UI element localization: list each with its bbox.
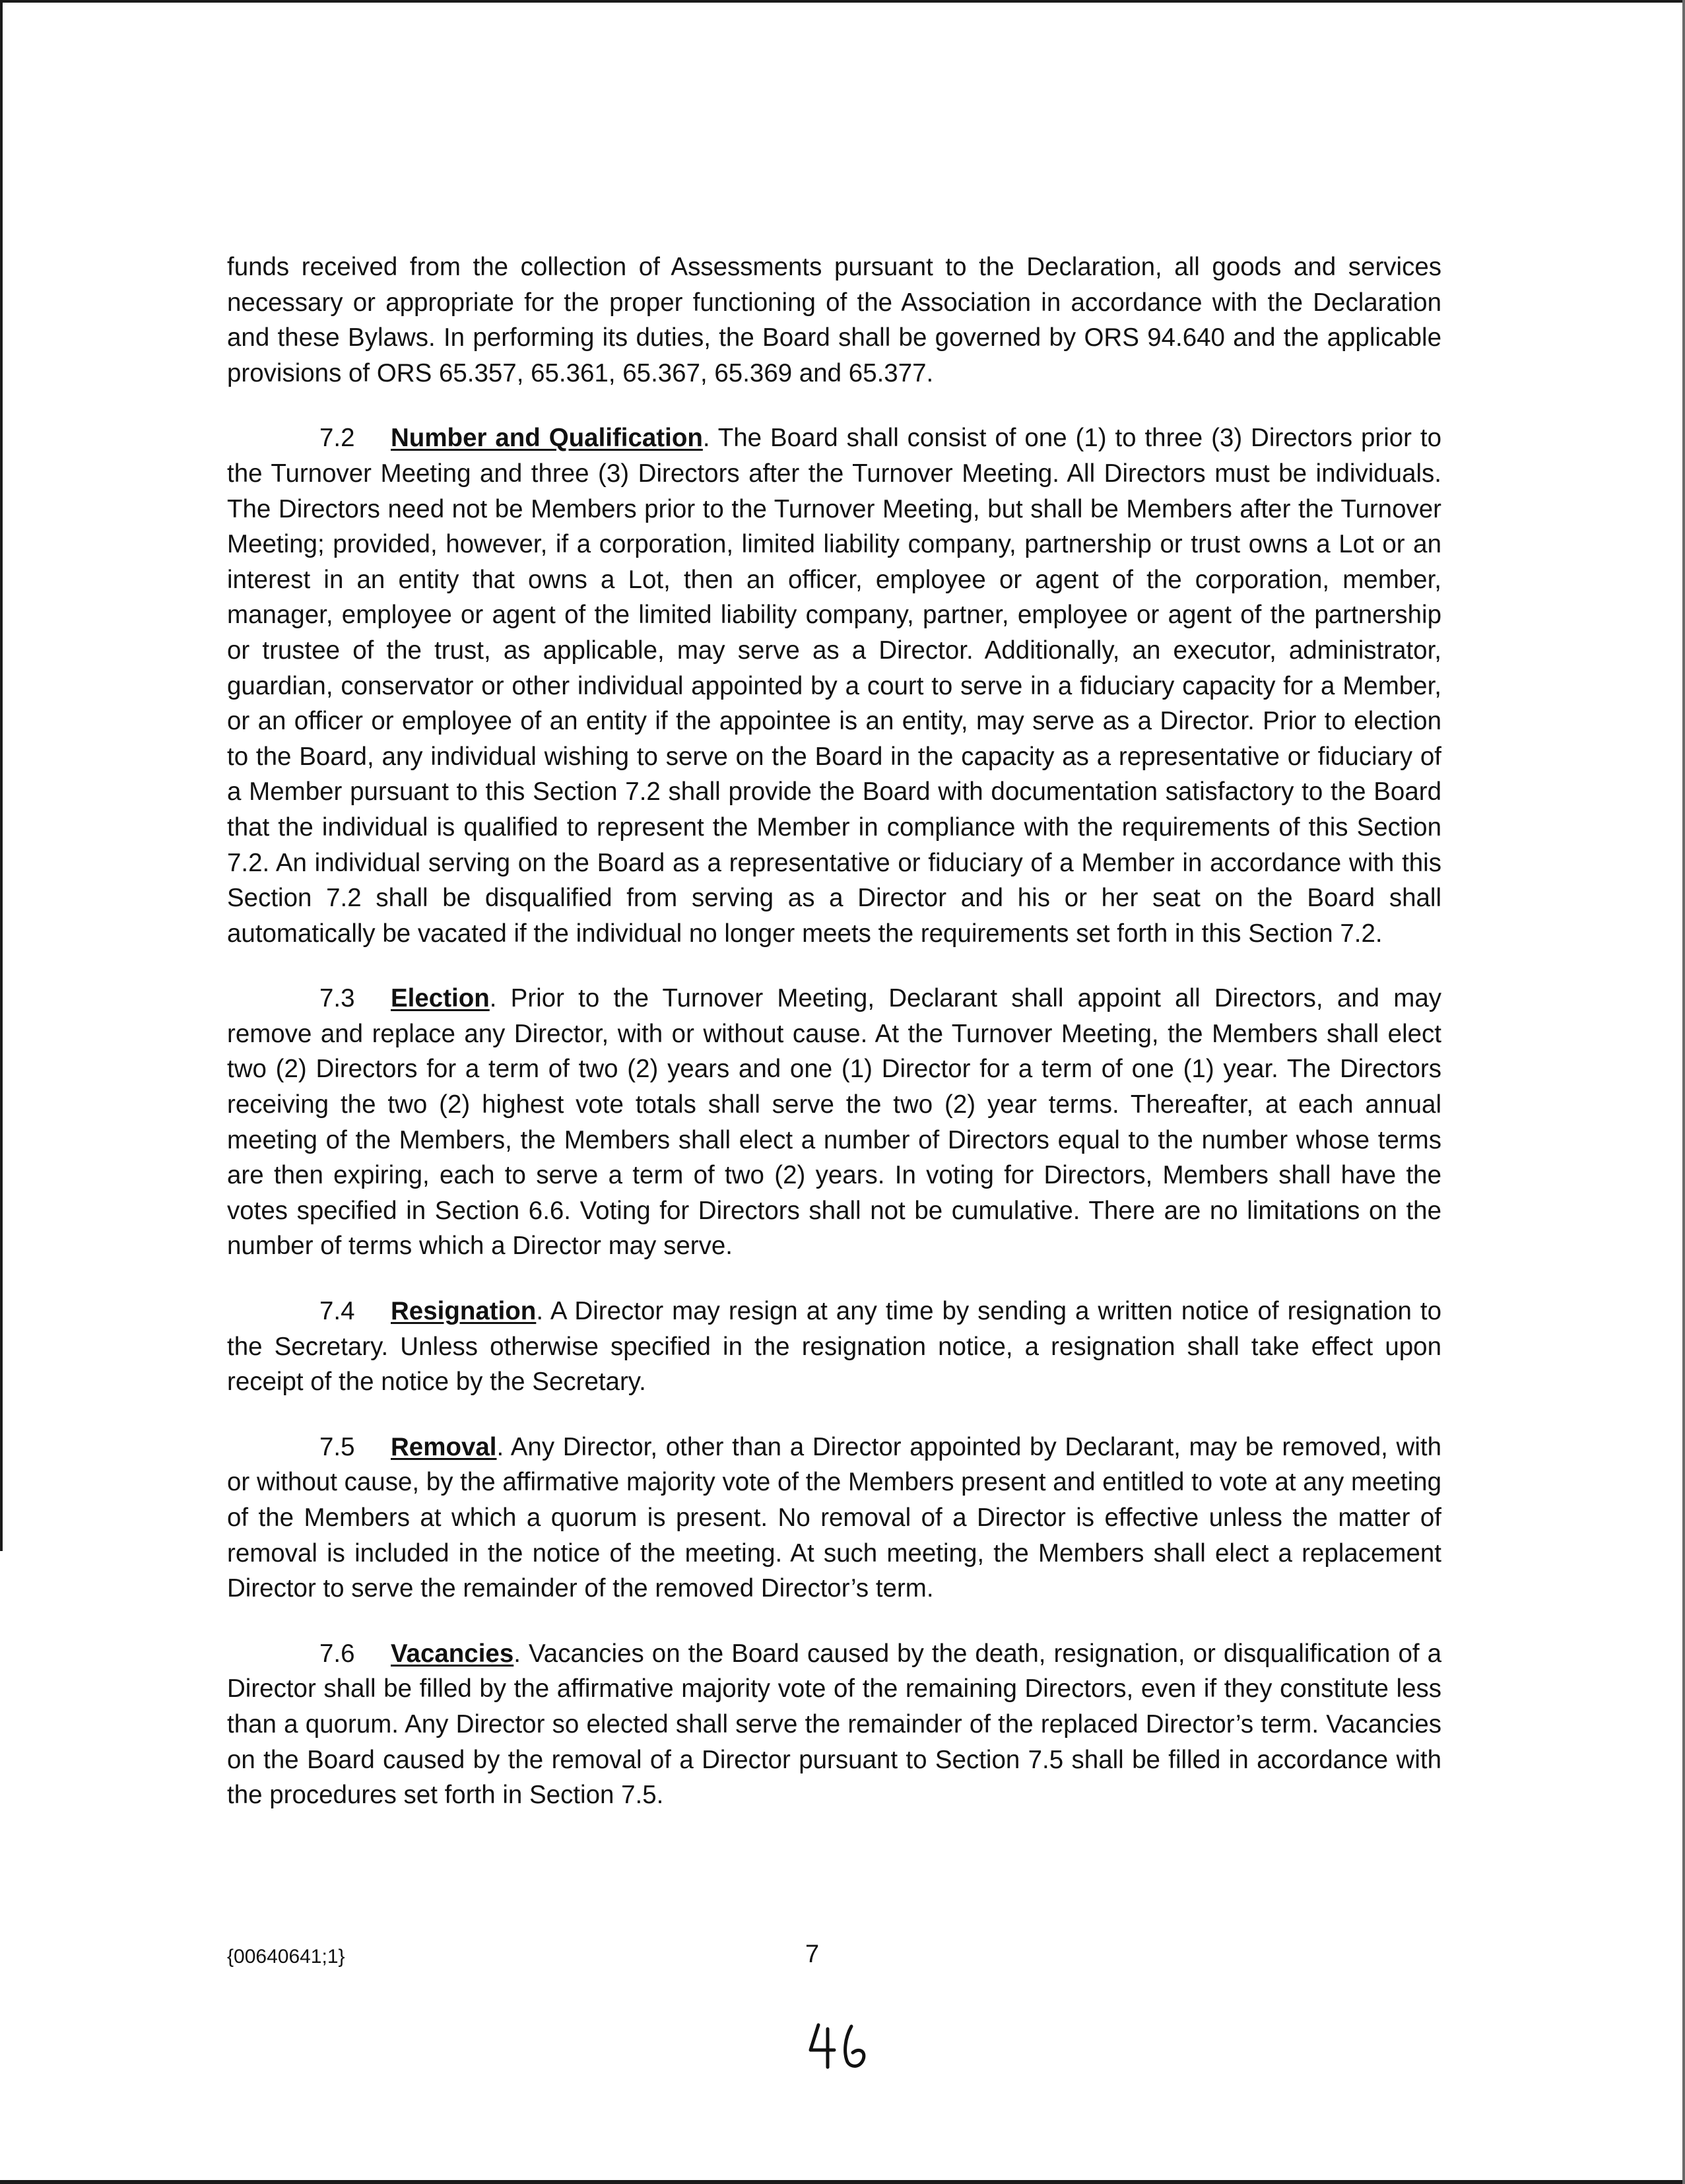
section-text: . A Director may resign at any time by sending a written notice of resignation to the Secretary. Unless otherwise specified in the resignation notice, a resignation shall take effect upon receipt of the notice by the Secretary. xyxy=(227,1297,1441,1397)
section-number: 7.5 xyxy=(319,1432,355,1461)
section-text: . Prior to the Turnover Meeting, Declarant shall appoint all Directors, and may remove and replace any Director, with or without cause. At the Turnover Meeting, the Members shall elect two (2) Directors for a term of two (2) years and one (1) Director for a term of one (1) year. The Directors receiving the two (2) highest vote totals shall serve the two (2) year terms. Thereafter, at each annual meeting of the Members, the Members shall elect a number of Directors equal to the number whose terms are then expiring, each to serve a term of two (2) years. In voting for Directors, Members shall have the votes specified in Section 6.6. Voting for Directors shall not be cumulative. There are no limitations on the number of terms which a Director may serve. xyxy=(227,984,1441,1261)
section-text: . Vacancies on the Board caused by the death, resignation, or disqualification of a Director shall be filled by the affirmative majority vote of the remaining Directors, even if they constitute less than a quorum. Any Director so elected shall serve the remainder of the replaced Director’s term. Vacancies on the Board caused by the removal of a Director pursuant to Section 7.5 shall be filled in accordance with the procedures set forth in Section 7.5. xyxy=(227,1639,1441,1810)
intro-paragraph: funds received from the collection of Assessments pursuant to the Declaration, all goods and services necessary or appropriate for the proper functioning of the Association in accordance with the Declaration and these Bylaws. In performing its duties, the Board shall be governed by ORS 94.640 and the applicable provisions of ORS 65.357, 65.361, 65.367, 65.369 and 65.377. xyxy=(227,253,1441,387)
section-heading: Election xyxy=(391,984,490,1013)
section-number: 7.6 xyxy=(319,1639,355,1668)
section-7-4 xyxy=(227,1294,1441,1400)
handwritten-page-mark xyxy=(804,2020,876,2072)
scan-border-right xyxy=(1682,0,1685,2184)
section-number: 7.2 xyxy=(319,424,355,453)
scan-border-bottom xyxy=(0,2180,1685,2184)
footer-page-number: 7 xyxy=(805,1940,820,1968)
section-number: 7.4 xyxy=(319,1297,355,1326)
document-body xyxy=(227,249,1441,1843)
section-heading: Removal xyxy=(391,1432,497,1461)
section-text: . The Board shall consist of one (1) to three (3) Directors prior to the Turnover Meeting and three (3) Directors after the Turnover Meeting. All Directors must be individuals. The Directors need not be Members prior to the Turnover Meeting, but shall be Members after the Turnover Meeting; provided, however, if a corporation, limited liability company, partnership or trust owns a Lot or an interest in an entity that owns a Lot, then an officer, employee or agent of the corporation, member, manager, employee or agent of the limited liability company, partner, employee or agent of the partnership or trustee of the trust, as applicable, may serve as a Director. Additionally, an executor, administrator, guardian, conservator or other individual appointed by a court to serve in a fiduciary capacity for a Member, or an officer or employee of an entity if the appointee is an entity, may serve as a Director. Prior to election to the Board, any individual wishing to serve on the Board in the capacity as a representative or fiduciary of a Member pursuant to this Section 7.2 shall provide the Board with documentation satisfactory to the Board that the individual is qualified to represent the Member in compliance with the requirements of this Section 7.2. An individual serving on the Board as a representative or fiduciary of a Member in accordance with this Section 7.2 shall be disqualified from serving as a Director and his or her seat on the Board shall automatically be vacated if the individual no longer meets the requirements set forth in this Section 7.2. xyxy=(227,424,1441,948)
scan-border-top xyxy=(0,0,1685,3)
scan-border-left xyxy=(0,0,3,1551)
section-7-3 xyxy=(227,981,1441,1264)
section-heading: Number and Qualification xyxy=(391,424,703,453)
section-7-2 xyxy=(227,420,1441,951)
section-heading: Vacancies xyxy=(391,1639,514,1668)
section-7-6 xyxy=(227,1636,1441,1813)
section-number: 7.3 xyxy=(319,984,355,1013)
section-heading: Resignation xyxy=(391,1297,537,1326)
footer-document-id: {00640641;1} xyxy=(227,1946,345,1968)
section-text: . Any Director, other than a Director appointed by Declarant, may be removed, with or without cause, by the affirmative majority vote of the Members present and entitled to vote at any meeting of the Members at which a quorum is present. No removal of a Director is effective unless the matter of removal is included in the notice of the meeting. At such meeting, the Members shall elect a replacement Director to serve the remainder of the removed Director’s term. xyxy=(227,1432,1441,1603)
section-7-5 xyxy=(227,1430,1441,1606)
